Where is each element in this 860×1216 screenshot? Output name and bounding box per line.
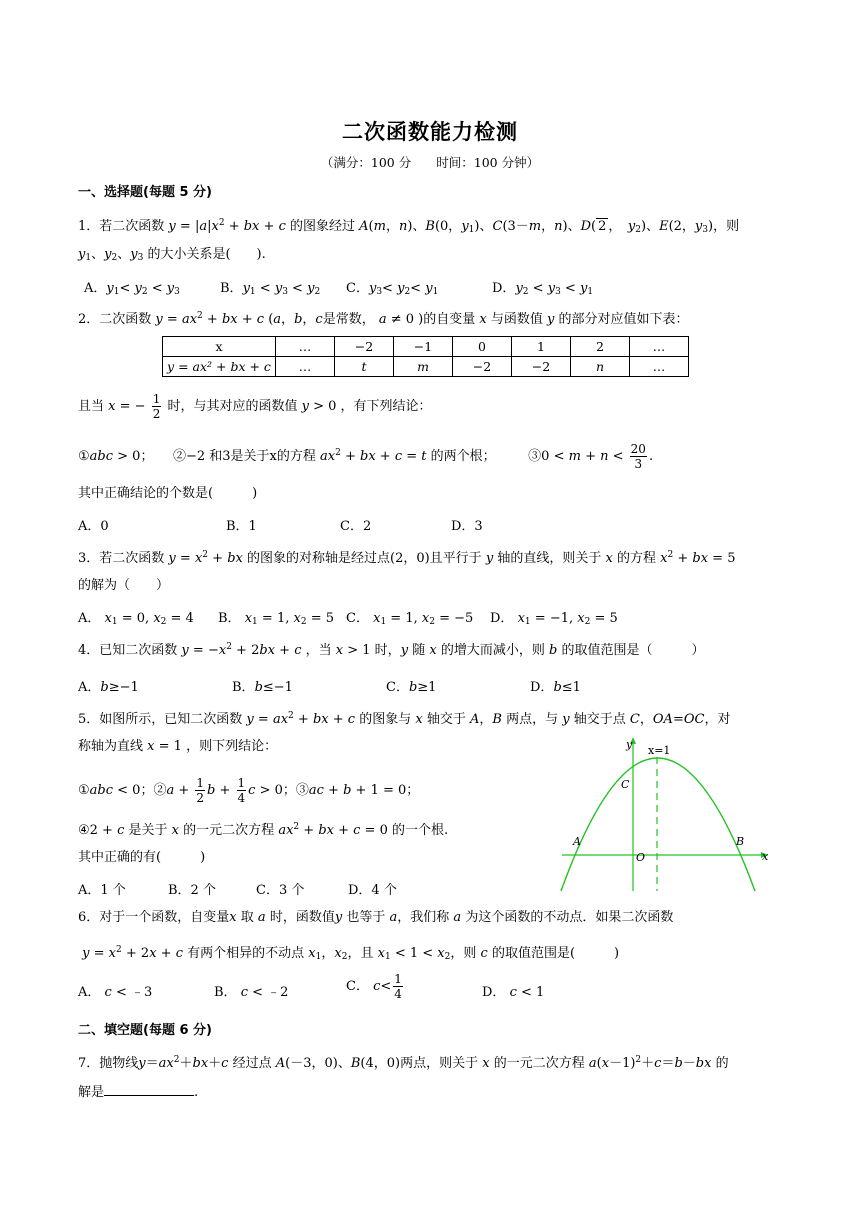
- q5-conclusion-4: ④2 + c 是关于 x 的一元二次方程 $ax^2$ + bx + c = 0 的一个根.: [78, 822, 449, 838]
- table-cell: −2: [453, 357, 512, 377]
- q3-option-b[interactable]: B． $x_1 = 1$, $x_2 = 5$: [218, 611, 334, 627]
- q7-stem-line2: 解是 .: [78, 1085, 199, 1100]
- table-cell: …: [630, 337, 689, 357]
- q3-option-a[interactable]: A． $x_1 = 0$, $x_2 = 4$: [78, 611, 194, 627]
- q5-question: 其中正确的有( ): [78, 850, 206, 865]
- table-cell: t: [335, 357, 394, 377]
- table-row: [163, 357, 689, 377]
- q3-option-d[interactable]: D． $x_1 = -1$, $x_2 = 5$: [490, 611, 618, 627]
- answer-blank[interactable]: [104, 1083, 194, 1096]
- q1-option-c[interactable]: C．$y_3< y_2< y_1$: [346, 281, 439, 297]
- q6-stem-line1: 6．对于一个函数，自变量x 取 a 时，函数值y 也等于 a，我们称 a 为这个函数的不动点．如果二次函数: [78, 910, 674, 925]
- q6-option-c[interactable]: C． c< $\frac{1}{4}$: [346, 972, 402, 1001]
- q3-stem-line2: 的解为（ ）: [78, 578, 170, 593]
- x-axis-label: x: [762, 850, 769, 863]
- table-row: [163, 337, 689, 357]
- q2-conclusions: ①abc > 0； ②−2 和3是关于x的方程 $ax^2$ + bx + c = t 的两个根； ③0 < m + n < $\frac{20}{3}$ .: [78, 442, 654, 471]
- table-cell: 0: [453, 337, 512, 357]
- q5-option-c[interactable]: C．3 个: [256, 883, 305, 898]
- q1-option-b[interactable]: B．$y_1 < y_3 < y_2$: [220, 281, 321, 297]
- table-cell: −2: [335, 337, 394, 357]
- page-subtitle: （满分：100 分 时间：100 分钟）: [320, 155, 540, 170]
- q1-option-a[interactable]: A．$y_1< y_2 < y_3$: [84, 281, 180, 297]
- table-cell: …: [630, 357, 689, 377]
- q4-option-b[interactable]: B．b≤−1: [232, 680, 293, 695]
- table-cell: −2: [512, 357, 571, 377]
- q4-option-d[interactable]: D．b≤1: [530, 680, 581, 695]
- q1-stem-line2: $y_1$、$y_2$、$y_3$ 的大小关系是( ).: [78, 247, 266, 263]
- q2-condition: 且当 x = − $\frac{1}{2}$ 时，与其对应的函数值 y > 0 ，有下列结论：: [78, 392, 432, 421]
- table-cell: −1: [394, 337, 453, 357]
- table-cell: n: [571, 357, 630, 377]
- table-cell: y = ax² + bx + c: [163, 357, 276, 377]
- q2-option-a[interactable]: A．0: [78, 519, 109, 534]
- q3-stem-line1: 3．若二次函数 $y = x^2$ + bx 的图象的对称轴是经过点(2，0)且平行于 y 轴的直线，则关于 x 的方程 $x^2$ + bx = 5: [78, 550, 736, 566]
- q5-stem-line1: 5．如图所示，已知二次函数 $y = ax^2$ + bx + c 的图象与 x 轴交于 A，B 两点，与 y 轴交于点 C，OA=OC，对: [78, 711, 731, 727]
- q4-stem: 4．已知二次函数 $y = -x^2 + 2bx + c$ ，当 x > 1 时，y 随 x 的增大而减小，则 b 的取值范围是（ ）: [78, 642, 705, 658]
- parabola-curve: [561, 758, 755, 891]
- q4-option-a[interactable]: A．b≥−1: [78, 680, 139, 695]
- q6-option-b[interactable]: B． c < ﹣2: [214, 985, 289, 1000]
- q2-option-b[interactable]: B．1: [226, 519, 257, 534]
- q5-conclusions-1-3: ①abc < 0；②a + $\frac{1}{2}$ b + $\frac{1}{4}$ c > 0；③ac + b + 1 = 0；: [78, 776, 420, 805]
- point-a-label: A: [573, 835, 581, 848]
- table-cell: m: [394, 357, 453, 377]
- q2-question: 其中正确结论的个数是( ): [78, 486, 258, 501]
- point-c-label: C: [621, 778, 630, 791]
- q1-option-d[interactable]: D．$y_2 < y_3 < y_1$: [492, 281, 594, 297]
- table-cell: x: [163, 337, 276, 357]
- q5-stem-line2: 称轴为直线 x = 1 ，则下列结论：: [78, 739, 278, 754]
- q2-option-c[interactable]: C．2: [340, 519, 372, 534]
- q5-option-b[interactable]: B．2 个: [168, 883, 216, 898]
- q6-stem-line2: $y = x^2 + 2x + c$ 有两个相异的不动点 $x_1$，$x_2$，且 $x_1 < 1 < x_2$，则 c 的取值范围是( ): [82, 945, 620, 962]
- q4-option-c[interactable]: C．b≥1: [386, 680, 437, 695]
- table-cell: 2: [571, 337, 630, 357]
- symmetry-axis-label: x=1: [648, 744, 671, 757]
- table-cell: …: [276, 357, 335, 377]
- page-title: 二次函数能力检测: [342, 120, 518, 144]
- origin-label: O: [636, 851, 646, 864]
- q3-option-c[interactable]: C． $x_1 = 1$, $x_2 = -5$: [346, 611, 474, 627]
- table-cell: …: [276, 337, 335, 357]
- q2-option-d[interactable]: D．3: [451, 519, 483, 534]
- q5-option-a[interactable]: A．1 个: [78, 883, 126, 898]
- parabola-figure: [556, 733, 786, 895]
- q5-option-d[interactable]: D．4 个: [348, 883, 397, 898]
- section-heading-fill: 二、填空题(每题 6 分): [78, 1023, 212, 1038]
- q7-stem-line1: 7．抛物线$y=ax^2+bx+c$ 经过点 A(－3，0)、B(4，0)两点，则关于 x 的一元二次方程 $a(x-1)^2+c=b-bx$ 的: [78, 1055, 729, 1071]
- table-cell: 1: [512, 337, 571, 357]
- q2-stem: 2．二次函数 $y = ax^2$ + bx + c (a，b，c是常数， a ≠ 0 )的自变量 x 与函数值 y 的部分对应值如下表：: [78, 311, 689, 327]
- section-heading-choice: 一、选择题(每题 5 分): [78, 185, 212, 200]
- q1-stem-line1: 1．若二次函数 $y = |a|x^2$ + bx + c 的图象经过 A(m，n)、B(0，$y_1$)、C(3－m，n)、D( 2 ， $y_2$)、E(2，$y_3$)，则: [78, 218, 740, 235]
- q6-option-a[interactable]: A． c < ﹣3: [78, 985, 153, 1000]
- q6-option-d[interactable]: D． c < 1: [482, 985, 545, 1000]
- value-table: [162, 336, 689, 377]
- y-axis-label: y: [626, 738, 633, 751]
- point-b-label: B: [736, 835, 745, 848]
